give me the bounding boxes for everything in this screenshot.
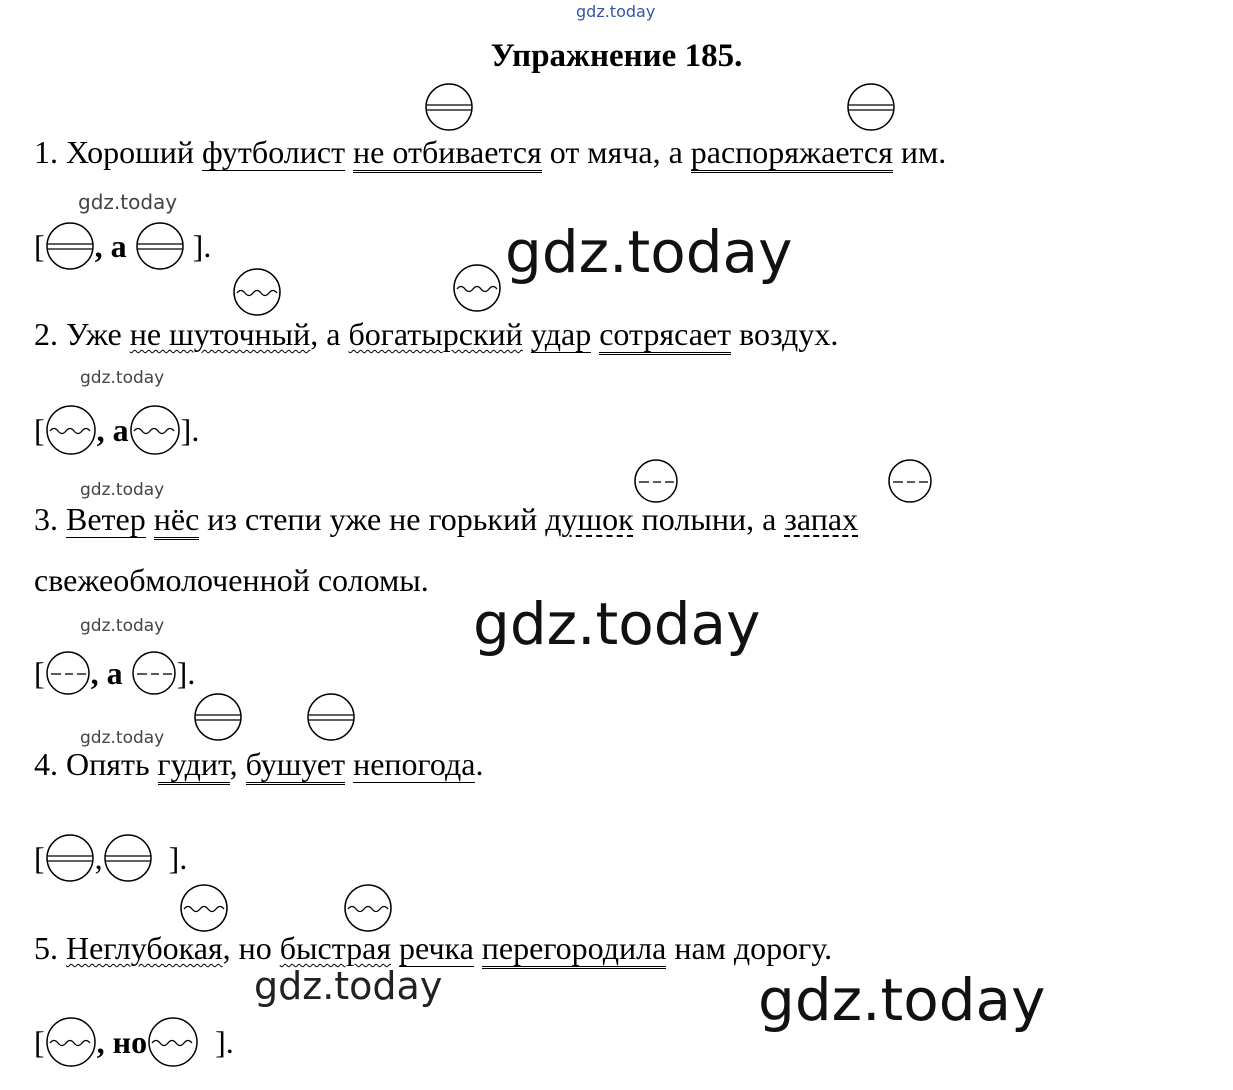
attribute: Неглубокая (66, 930, 223, 966)
object-circle-icon (131, 650, 177, 696)
schema-5: [ , но ]. (34, 1016, 234, 1068)
sentence-5: 5. Неглубокая, но быстрая речка перегородила нам дорогу. (34, 932, 832, 964)
subject: футболист (201, 134, 346, 170)
predicate: распоряжается (691, 134, 893, 173)
watermark-small: gdz.today (80, 616, 165, 636)
schema-1: [ , а ]. (34, 221, 211, 271)
subject: речка (399, 930, 474, 966)
attribute: быстрая (279, 930, 392, 966)
page-title: Упражнение 185. (490, 38, 743, 74)
attribute-circle-icon (232, 267, 282, 317)
attribute-circle-icon (147, 1016, 199, 1068)
predicate: сотрясает (599, 316, 731, 355)
predicate-circle-icon (306, 692, 356, 742)
attribute: богатырский (348, 316, 523, 352)
attribute-circle-icon (45, 404, 97, 456)
watermark-large: gdz.today (758, 966, 1046, 1034)
predicate: не отбивается (353, 134, 542, 173)
subject: Ветер (66, 501, 146, 537)
schema-4: [ , ]. (34, 833, 187, 883)
predicate-circle-icon (45, 221, 95, 271)
subject: удар (530, 316, 592, 352)
predicate-circle-icon (846, 82, 896, 132)
predicate: нёс (154, 501, 200, 540)
attribute: не шуточный (129, 316, 311, 352)
attribute-circle-icon (45, 1016, 97, 1068)
predicate-circle-icon (193, 692, 243, 742)
predicate-circle-icon (424, 82, 474, 132)
predicate-circle-icon (45, 833, 95, 883)
sentence-3: 3. Ветер нёс из степи уже не горький душок полыни, а запах (34, 503, 858, 535)
predicate: гудит (158, 746, 230, 785)
schema-3: [ , а ]. (34, 650, 195, 696)
object-circle-icon (887, 458, 933, 504)
attribute-circle-icon (179, 883, 229, 933)
object-circle-icon (633, 458, 679, 504)
predicate-circle-icon (103, 833, 153, 883)
predicate: перегородила (482, 930, 667, 969)
attribute-circle-icon (452, 263, 502, 313)
object: запах (784, 501, 859, 537)
watermark-large: gdz.today (473, 590, 761, 658)
watermark-top: gdz.today (576, 2, 656, 21)
attribute-circle-icon (343, 883, 393, 933)
predicate-circle-icon (135, 221, 185, 271)
object: душок (545, 501, 634, 537)
watermark-small: gdz.today (80, 728, 165, 748)
watermark-small: gdz.today (78, 190, 178, 214)
sentence-3-continued: свежеобмолоченной соломы. (34, 562, 429, 598)
sentence-1: 1. Хороший футболист не отбивается от мяча, а распоряжается им. (34, 136, 946, 168)
predicate: бушует (246, 746, 345, 785)
watermark-large: gdz.today (505, 218, 793, 286)
watermark-small: gdz.today (80, 368, 165, 388)
schema-2: [ , а ]. (34, 404, 199, 456)
sentence-2: 2. Уже не шуточный, а богатырский удар сотрясает воздух. (34, 318, 838, 350)
watermark-medium: gdz.today (254, 964, 443, 1008)
watermark-small: gdz.today (80, 480, 165, 500)
object-circle-icon (45, 650, 91, 696)
attribute-circle-icon (129, 404, 181, 456)
sentence-4: 4. Опять гудит, бушует непогода. (34, 748, 483, 780)
subject: непогода (353, 746, 476, 782)
